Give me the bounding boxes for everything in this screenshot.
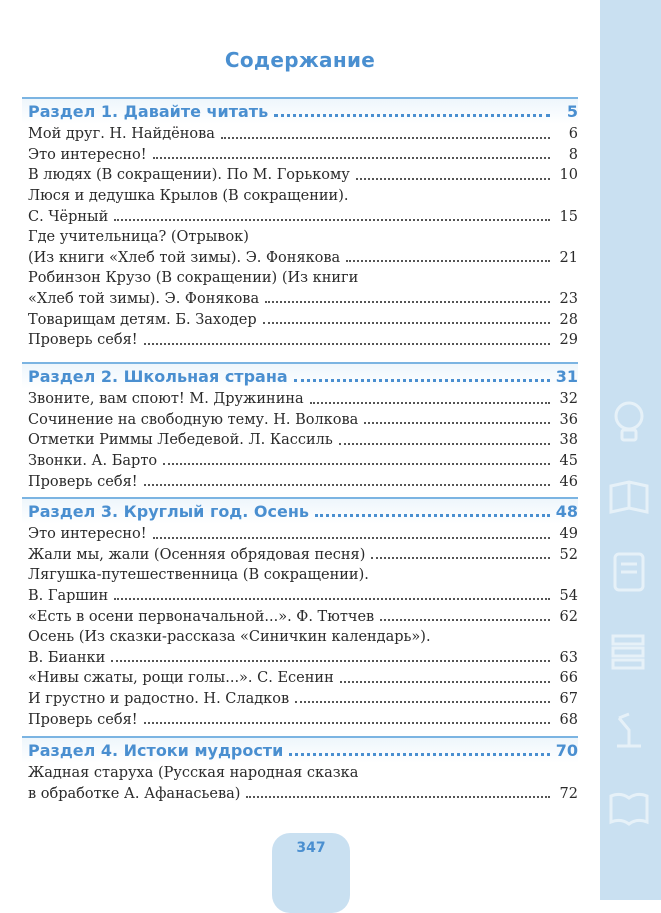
toc-entry[interactable] (22, 389, 578, 410)
toc-entry-continued[interactable] (22, 227, 578, 248)
entry-page: 29 (559, 332, 578, 349)
entry-title: В людях (В сокращении). По М. Горькому (28, 167, 350, 184)
entry-title: И грустно и радостно. Н. Сладков (28, 691, 290, 708)
dot-leader (265, 301, 550, 303)
toc-entry[interactable] (22, 165, 578, 186)
lightbulb-icon (607, 396, 651, 446)
toc-entry[interactable] (22, 648, 578, 669)
entry-title: Товарищам детям. Б. Заходер (28, 311, 257, 328)
entry-title: Это интересно! (28, 146, 147, 163)
dot-leader (274, 114, 550, 117)
entry-title: «Нивы сжаты, рощи голы...». С. Есенин (28, 670, 334, 687)
dot-leader (144, 343, 550, 345)
section-page: 48 (555, 502, 578, 521)
dot-leader (315, 514, 550, 517)
entry-title: Звонки. А. Барто (28, 453, 158, 470)
entry-page: 49 (559, 526, 578, 543)
entry-title: Сочинение на свободную тему. Н. Волкова (28, 411, 359, 428)
toc-entry[interactable] (22, 545, 578, 566)
dot-leader (221, 137, 550, 139)
toc-entry[interactable] (22, 471, 578, 492)
section-title: Раздел 1. Давайте читать (28, 102, 269, 121)
dot-leader (144, 722, 550, 724)
entry-title: Отметки Риммы Лебедевой. Л. Кассиль (28, 432, 333, 449)
section-title: Раздел 2. Школьная страна (28, 367, 288, 386)
toc-section-4 (22, 736, 578, 804)
entry-title: Это интересно! (28, 526, 147, 543)
entry-page: 28 (559, 311, 578, 328)
toc-section-1 (22, 97, 578, 351)
toc-entry[interactable] (22, 248, 578, 269)
entry-page: 66 (559, 670, 578, 687)
dot-leader (114, 219, 550, 221)
entry-page: 46 (559, 473, 578, 490)
entry-page: 21 (559, 249, 578, 266)
entry-page: 32 (559, 391, 578, 408)
toc-entry[interactable] (22, 124, 578, 145)
entry-title: Жадная старуха (Русская народная сказка (28, 765, 359, 782)
entry-page: 8 (568, 146, 578, 163)
entry-title: В. Бианки (28, 649, 106, 666)
entry-title: В. Гаршин (28, 588, 109, 605)
entry-title: Мой друг. Н. Найдёнова (28, 126, 215, 143)
toc-entry[interactable] (22, 410, 578, 431)
section-heading[interactable] (22, 362, 578, 389)
entry-title: (Из книги «Хлеб той зимы). Э. Фонякова (28, 249, 341, 266)
dot-leader (163, 463, 550, 465)
side-strip (600, 0, 661, 900)
dot-leader (364, 422, 550, 424)
section-page: 31 (555, 367, 578, 386)
entry-title: Проверь себя! (28, 332, 138, 349)
dot-leader (144, 484, 550, 486)
toc-entry[interactable] (22, 430, 578, 451)
page-title: Содержание (224, 48, 376, 72)
dot-leader (153, 537, 550, 539)
entry-title: Где учительница? (Отрывок) (28, 229, 249, 246)
open-book-icon (607, 786, 651, 830)
toc-entry[interactable] (22, 668, 578, 689)
entry-title: Проверь себя! (28, 473, 138, 490)
entry-page: 38 (559, 432, 578, 449)
dot-leader (310, 402, 550, 404)
entry-page: 6 (568, 126, 578, 143)
toc-entry[interactable] (22, 330, 578, 351)
dot-leader (294, 379, 550, 382)
toc-entry[interactable] (22, 689, 578, 710)
section-page: 5 (566, 102, 578, 121)
toc-entry[interactable] (22, 586, 578, 607)
page-number: 347 (296, 840, 326, 856)
toc-entry[interactable] (22, 206, 578, 227)
toc-entry-continued[interactable] (22, 186, 578, 207)
dot-leader (340, 681, 550, 683)
toc-entry-continued[interactable] (22, 565, 578, 586)
entry-page: 45 (559, 453, 578, 470)
entry-title: Жали мы, жали (Осенняя обрядовая песня) (28, 546, 366, 563)
entry-page: 63 (559, 649, 578, 666)
toc-entry[interactable] (22, 145, 578, 166)
entry-title: в обработке А. Афанасьева) (28, 785, 241, 802)
dot-leader (246, 796, 550, 798)
section-heading[interactable] (22, 497, 578, 524)
toc-entry[interactable] (22, 451, 578, 472)
entry-page: 62 (559, 608, 578, 625)
dot-leader (339, 443, 550, 445)
lamp-icon (607, 708, 651, 752)
toc-section-3 (22, 497, 578, 730)
toc-entry-continued[interactable] (22, 627, 578, 648)
toc-entry[interactable] (22, 606, 578, 627)
entry-page: 68 (559, 711, 578, 728)
section-title: Раздел 3. Круглый год. Осень (28, 502, 309, 521)
entry-page: 72 (559, 785, 578, 802)
dot-leader (371, 557, 550, 559)
dot-leader (356, 178, 550, 180)
entry-title: «Хлеб той зимы). Э. Фонякова (28, 291, 260, 308)
toc-entry[interactable] (22, 784, 578, 805)
entry-title: Лягушка-путешественница (В сокращении). (28, 567, 369, 584)
section-page: 70 (555, 741, 578, 760)
section-heading[interactable] (22, 736, 578, 763)
dot-leader (111, 660, 550, 662)
entry-page: 52 (559, 546, 578, 563)
entry-title: Проверь себя! (28, 711, 138, 728)
dot-leader (263, 322, 550, 324)
book-icon (607, 478, 651, 518)
entry-title: Робинзон Крузо (В сокращении) (Из книги (28, 270, 359, 287)
entry-title: Звоните, вам споют! М. Дружинина (28, 391, 304, 408)
entry-title: Осень (Из сказки-рассказа «Синичкин календарь»). (28, 629, 431, 646)
dot-leader (289, 753, 549, 756)
dot-leader (153, 157, 550, 159)
entry-title: С. Чёрный (28, 208, 109, 225)
dot-leader (114, 598, 550, 600)
entry-page: 54 (559, 588, 578, 605)
entry-page: 23 (559, 291, 578, 308)
dot-leader (346, 260, 550, 262)
section-heading[interactable] (22, 97, 578, 124)
entry-title: Люся и дедушка Крылов (В сокращении). (28, 188, 349, 205)
dot-leader (295, 701, 550, 703)
toc-entry[interactable] (22, 309, 578, 330)
toc-entry-continued[interactable] (22, 268, 578, 289)
books-stack-icon (607, 628, 651, 672)
toc-entry[interactable] (22, 709, 578, 730)
section-title: Раздел 4. Истоки мудрости (28, 741, 284, 760)
entry-page: 15 (559, 208, 578, 225)
toc-entry[interactable] (22, 289, 578, 310)
entry-page: 67 (559, 691, 578, 708)
entry-page: 10 (559, 167, 578, 184)
toc-entry-continued[interactable] (22, 763, 578, 784)
scroll-icon (607, 548, 651, 596)
entry-title: «Есть в осени первоначальной...». Ф. Тютчев (28, 608, 375, 625)
toc-entry[interactable] (22, 524, 578, 545)
toc-section-2 (22, 362, 578, 492)
entry-page: 36 (559, 411, 578, 428)
dot-leader (380, 619, 550, 621)
